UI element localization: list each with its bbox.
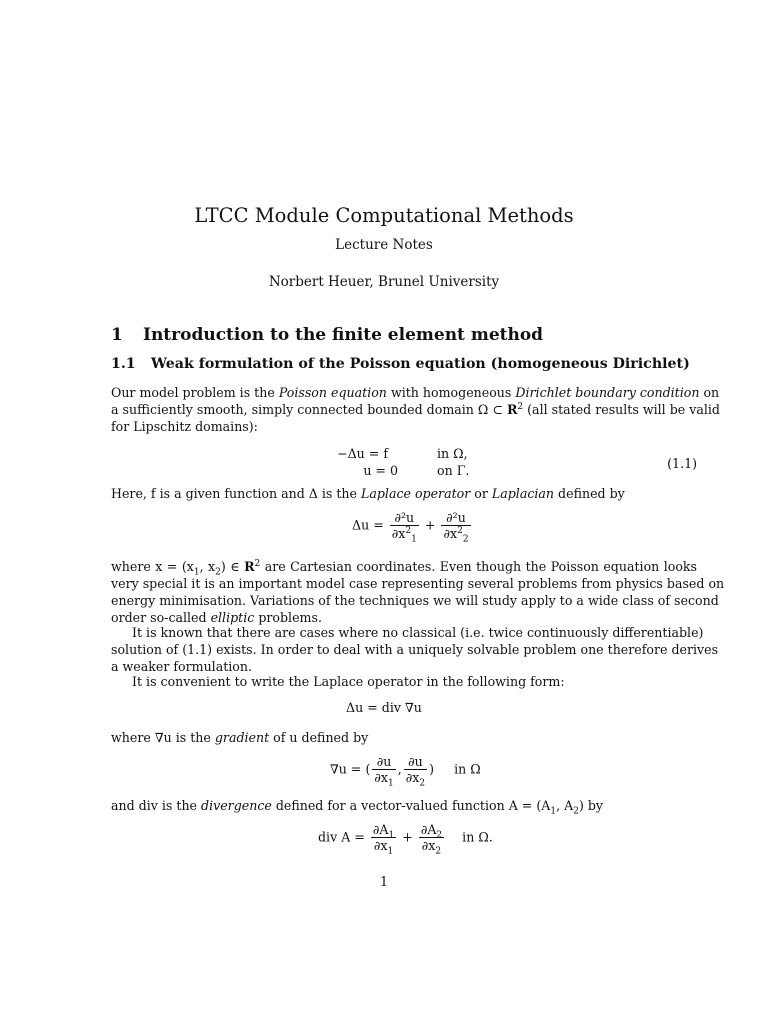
text-line: Our model problem is the Poisson equation with homogeneous Dirichlet boundary condition on: [111, 385, 720, 400]
eq11-row1-rhs: in Ω,: [437, 446, 468, 461]
text-line: very special it is an important model case representing several problems from physics based on: [111, 576, 725, 591]
text-line: It is known that there are cases where no classical (i.e. twice continuously differentiable): [132, 625, 704, 640]
document-title: LTCC Module Computational Methods: [194, 204, 574, 227]
text-line: solution of (1.1) exists. In order to deal with a uniquely solvable problem one therefore derives: [111, 642, 719, 657]
text-line: order so-called elliptic problems.: [111, 610, 322, 625]
paragraph-cartesian: [111, 558, 725, 626]
text-line: where ∇u is the gradient of u defined by: [111, 730, 369, 745]
eq11-row1-lhs: −Δu = f: [337, 446, 388, 461]
text-line: energy minimisation. Variations of the techniques we will study apply to a wide class of second: [111, 593, 719, 608]
section-title: Introduction to the finite element method: [143, 325, 544, 345]
fraction: $\frac{\partial u}{\partial x_1}$: [374, 754, 394, 789]
section-heading: [111, 325, 543, 345]
text-line: and div is the divergence defined for a vector-valued function $A = (A_1$, $A_2$) by: [111, 798, 604, 817]
eq11-row2-rhs: on Γ.: [437, 463, 470, 478]
equation-divergence: div A = $\frac{\partial A_1}{\partial x_1}$ + $\frac{\partial A_2}{\partial x_2}$ in Ω.: [318, 822, 493, 857]
paragraph-gradient: [111, 729, 697, 746]
subsection-title: Weak formulation of the Poisson equation (homogeneous Dirichlet): [151, 356, 690, 372]
text-line: where $x = (x_1$, $x_2$) ∈ $R^2$ are Cartesian coordinates. Even though the Poisson equation looks: [111, 558, 698, 578]
equation-laplacian: Δu = $\frac{\text{∂²u}}{\partial x^2_1}$ + $\frac{\text{∂²u}}{\partial x^2_2}$: [352, 510, 469, 545]
equation-number: (1.1): [667, 456, 697, 471]
text-line: a weaker formulation.: [111, 659, 252, 674]
paragraph-laplacian: [111, 485, 697, 502]
fraction: $\frac{\partial A_2}{\partial x_2}$: [420, 822, 443, 857]
paragraph-weak-formulation: [111, 624, 719, 675]
page-number: 1: [379, 874, 388, 889]
document-subtitle: Lecture Notes: [335, 237, 433, 253]
fraction: $\frac{\text{∂²u}}{\partial x^2_1}$: [391, 510, 417, 545]
subsection-number: 1.1: [111, 356, 136, 372]
eq11-row2-lhs: u = 0: [363, 463, 398, 478]
paragraph-laplace-form: [111, 673, 697, 690]
fraction: $\frac{\partial A_1}{\partial x_1}$: [372, 822, 395, 857]
fraction: $\frac{\partial u}{\partial x_2}$: [405, 754, 426, 789]
paragraph-divergence: [111, 797, 697, 817]
text-line: a sufficiently smooth, simply connected bounded domain Ω ⊂ $R^2$ (all stated results will be valid: [111, 401, 720, 417]
text-line: It is convenient to write the Laplace operator in the following form:: [132, 674, 565, 689]
section-number: 1: [111, 325, 123, 345]
text-line: for Lipschitz domains):: [111, 419, 258, 434]
text-line: Here, f is a given function and Δ is the Laplace operator or Laplacian defined by: [111, 486, 625, 501]
document-author: Norbert Heuer, Brunel University: [268, 274, 500, 290]
subsection-heading: [111, 356, 690, 372]
equation-div-grad: Δu = div ∇u: [346, 700, 422, 715]
equation-gradient: ∇u = ( $\frac{\partial u}{\partial x_1}$ , $\frac{\partial u}{\partial x_2}$ ) in Ω: [330, 754, 481, 789]
paragraph-model-problem: [111, 384, 720, 435]
fraction: $\frac{\text{∂²u}}{\partial x^2_2}$: [443, 510, 469, 545]
